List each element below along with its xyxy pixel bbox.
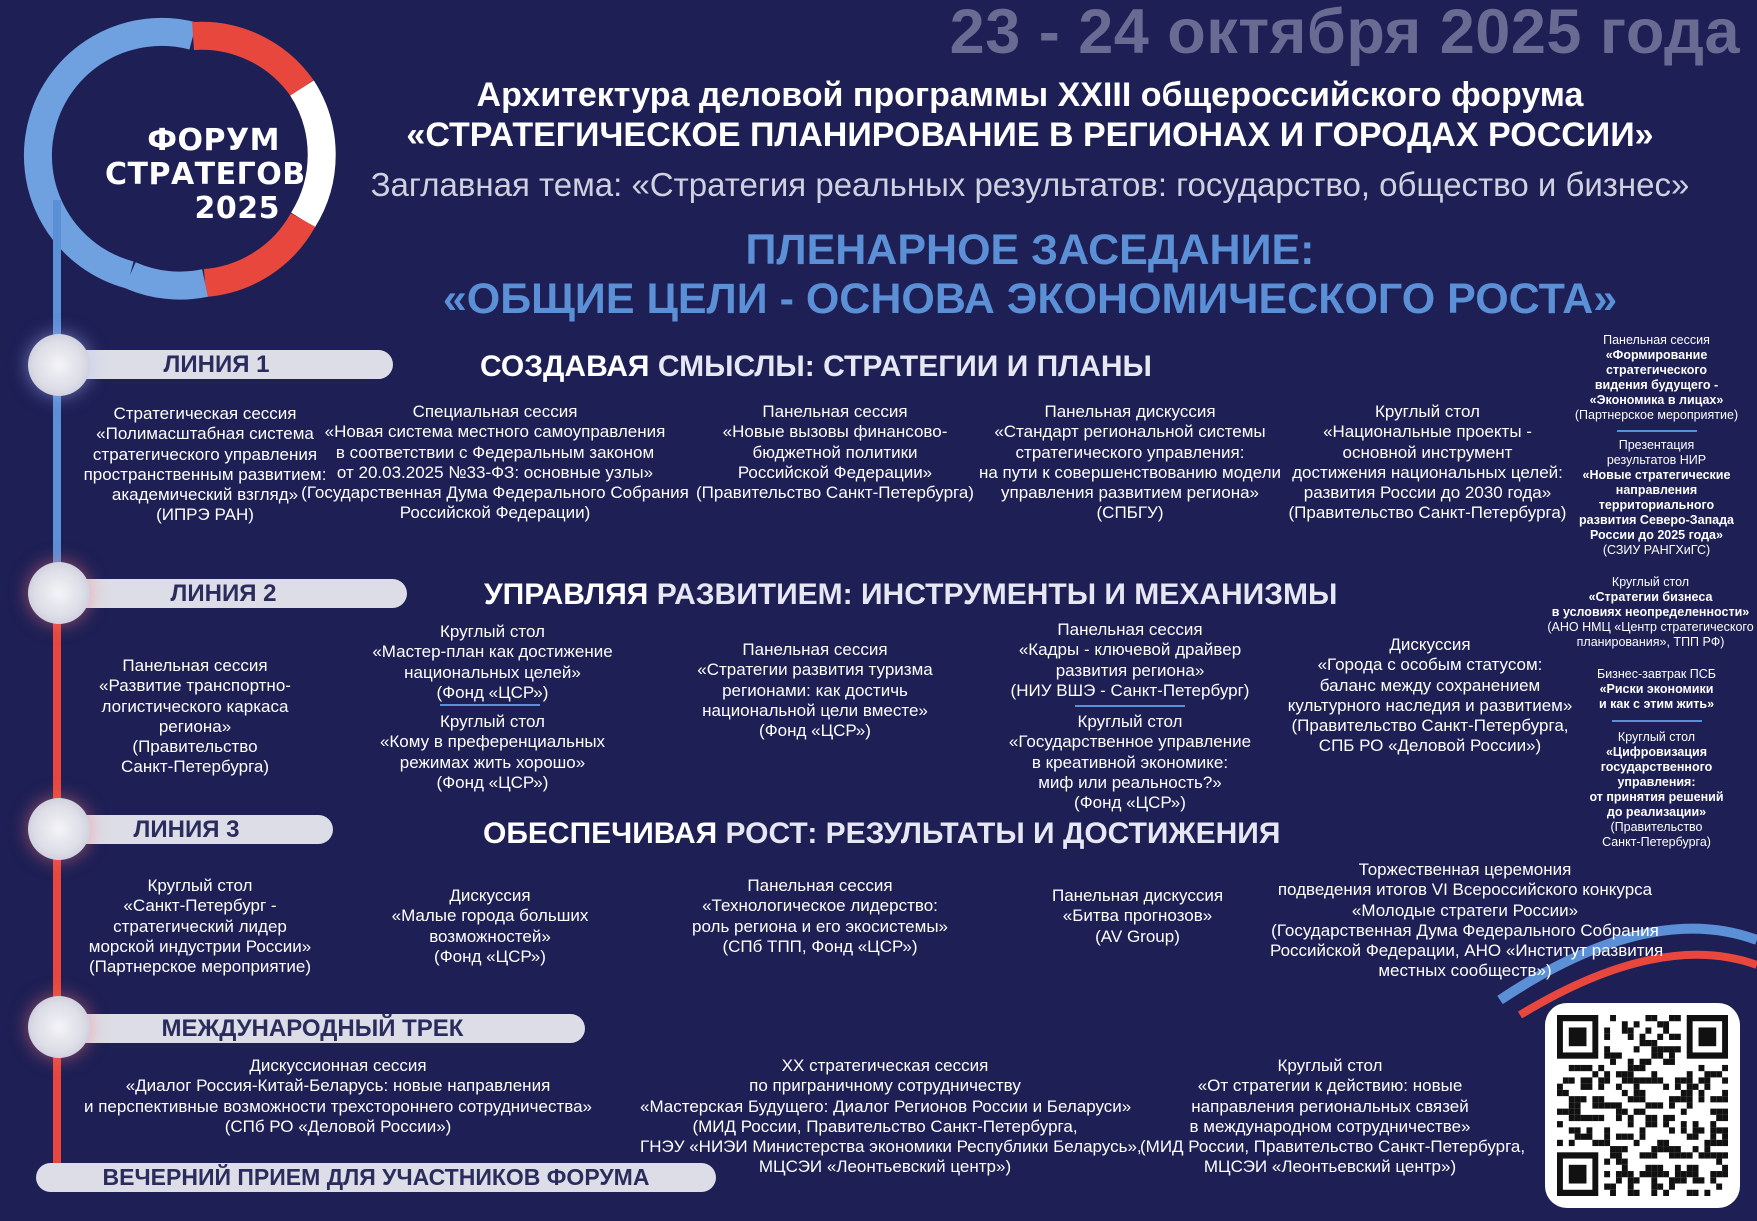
sidebar-event-5-org xyxy=(1574,820,1739,850)
sidebar-event-1-title xyxy=(1574,348,1739,408)
plenary-title: «ОБЩИЕ ЦЕЛИ - ОСНОВА ЭКОНОМИЧЕСКОГО РОСТА» xyxy=(442,275,1618,323)
line-1-item-2 xyxy=(300,402,690,524)
line-3-item-3-line-1: Панельная сессия xyxy=(747,876,893,895)
sidebar-event-4-type: Бизнес-завтрак ПСБ xyxy=(1596,667,1717,681)
line-1-item-1-line-1: Стратегическая сессия xyxy=(113,404,297,423)
line-2-separator xyxy=(440,704,540,706)
line-2-item-6-line-1: Круглый стол xyxy=(1077,712,1183,731)
line-2-item-3 xyxy=(350,712,635,793)
line-2-item-4-line-1: Панельная сессия xyxy=(742,640,888,659)
line-1-item-1-line-6: (ИПРЭ РАН) xyxy=(156,505,254,525)
line-3-marker xyxy=(28,798,90,860)
sidebar-event-1-title-line-3: видения будущего - xyxy=(1594,378,1719,392)
sidebar-event-4-title-line-2: и как с этим жить» xyxy=(1598,697,1715,711)
international-item-1-line-2: «Диалог Россия-Китай-Беларусь: новые направления xyxy=(125,1076,551,1096)
line-1-item-3-line-5: (Правительство Санкт-Петербурга) xyxy=(696,483,974,503)
line-2-item-1-line-6: Санкт-Петербурга) xyxy=(120,757,270,777)
line-2-item-1-line-3: логистического каркаса xyxy=(101,696,289,716)
sidebar-event-3-org-line-1: (АНО НМЦ «Центр стратегического xyxy=(1547,620,1754,634)
sidebar-event-5 xyxy=(1574,730,1739,850)
line-1-item-3-line-2: «Новые вызовы финансово- xyxy=(722,422,948,442)
line-1-item-4-line-5: управления развитием региона» xyxy=(1001,483,1259,503)
line-2-item-5 xyxy=(985,620,1275,701)
line-1-item-4-line-4: на пути к совершенствованию модели xyxy=(978,462,1282,482)
international-item-3-line-1: Круглый стол xyxy=(1277,1056,1383,1075)
line-3-item-3-line-2: «Технологическое лидерство: xyxy=(702,896,938,916)
logo-line-2: СТРАТЕГОВ xyxy=(105,157,306,192)
line-1-label: ЛИНИЯ 1 xyxy=(40,350,393,379)
international-item-3-line-4: в международном сотрудничестве» xyxy=(1189,1116,1471,1136)
sidebar-event-1 xyxy=(1574,333,1739,423)
line-2-title-rest: РАЗВИТИЕМ: ИНСТРУМЕНТЫ И МЕХАНИЗМЫ xyxy=(648,578,1338,611)
line-1-title-keyword: СОЗДАВАЯ xyxy=(480,350,650,383)
line-2-item-7-line-4: культурного наследия и развитием» xyxy=(1287,695,1573,715)
international-item-3-line-2: «От стратегии к действию: новые xyxy=(1197,1076,1463,1096)
sidebar-event-5-title-line-5: до реализации» xyxy=(1606,805,1707,819)
line-2-label: ЛИНИЯ 2 xyxy=(40,579,407,608)
line-1-item-3-line-4: Российской Федерации» xyxy=(737,462,933,482)
line-3-item-5 xyxy=(1270,860,1664,982)
line-3-item-3 xyxy=(675,876,965,957)
international-item-3-line-6: МЦСЭИ «Леонтьевский центр») xyxy=(1203,1157,1457,1177)
evening-reception-label: ВЕЧЕРНИЙ ПРИЕМ ДЛЯ УЧАСТНИКОВ ФОРУМА xyxy=(36,1163,716,1192)
sidebar-event-2-title-line-5: России до 2025 года» xyxy=(1590,528,1723,542)
line-2-item-1-line-1: Панельная сессия xyxy=(122,656,268,675)
line-1-item-3-line-3: бюджетной политики xyxy=(752,442,918,462)
line-1-item-3-line-1: Панельная сессия xyxy=(762,402,908,421)
line-2-item-5-line-4: (НИУ ВШЭ - Санкт-Петербург) xyxy=(1010,680,1250,700)
sidebar-event-1-org: (Партнерское мероприятие) xyxy=(1574,408,1739,422)
line-1-item-5-line-4: достижения национальных целей: xyxy=(1292,462,1563,482)
line-1-title xyxy=(480,350,1152,384)
international-item-3-line-5: (МИД России, Правительство Санкт-Петербурга, xyxy=(1140,1137,1526,1157)
line-2-item-6 xyxy=(985,712,1275,813)
sidebar-event-3-title-line-2: в условиях неопределенности» xyxy=(1551,605,1750,619)
sidebar-event-2-type-line-1: Презентация xyxy=(1618,438,1695,452)
sidebar-event-1-title-line-1: «Формирование xyxy=(1605,348,1708,362)
sidebar-event-4 xyxy=(1574,667,1739,712)
sidebar-event-1-title-line-2: стратегического xyxy=(1605,363,1708,377)
line-1-item-4-line-2: «Стандарт региональной системы xyxy=(994,422,1266,442)
international-item-1-line-4: (СПб РО «Деловой России») xyxy=(224,1116,452,1136)
international-item-2-line-4: (МИД России, Правительство Санкт-Петербурга, xyxy=(692,1116,1078,1136)
line-1-item-3 xyxy=(690,402,980,503)
sidebar-event-5-title-line-1: «Цифровизация xyxy=(1605,745,1707,759)
international-item-2-line-1: XX стратегическая сессия xyxy=(781,1056,989,1075)
line-2-item-1 xyxy=(60,656,330,778)
line-3-item-1-line-1: Круглый стол xyxy=(147,876,253,895)
international-item-2-line-6: МЦСЭИ «Леонтьевский центр») xyxy=(758,1157,1012,1177)
line-1-item-1-line-3: стратегического управления xyxy=(92,444,318,464)
international-item-3-line-3: направления региональных связей xyxy=(1191,1096,1469,1116)
line-1-item-5 xyxy=(1285,402,1570,524)
sidebar-event-2-title-line-4: развития Северо-Запада xyxy=(1579,513,1734,527)
line-1-item-5-line-2: «Национальные проекты - xyxy=(1323,422,1532,442)
line-1-item-2-line-2: «Новая система местного самоуправления xyxy=(324,422,666,442)
line-3-item-3-line-4: (СПб ТПП, Фонд «ЦСР») xyxy=(722,936,918,956)
line-3-item-2 xyxy=(355,886,625,967)
line-1-item-5-line-1: Круглый стол xyxy=(1375,402,1480,421)
line-2-item-2-line-4: (Фонд «ЦСР») xyxy=(436,682,549,702)
plenary-heading: ПЛЕНАРНОЕ ЗАСЕДАНИЕ: xyxy=(745,226,1315,274)
international-item-1 xyxy=(78,1056,598,1137)
line-2-item-1-line-4: региона» xyxy=(158,716,232,736)
line-2-item-1-line-2: «Развитие транспортно- xyxy=(99,676,291,696)
line-1-item-2-line-6: Российской Федерации) xyxy=(399,503,591,523)
line-2-item-5-line-2: «Кадры - ключевой драйвер xyxy=(1018,640,1242,660)
sidebar-separator-2 xyxy=(1612,720,1702,722)
line-1-item-1-line-2: «Полимасштабная система xyxy=(96,424,314,444)
international-track-marker xyxy=(28,996,90,1058)
sidebar-event-3-title xyxy=(1544,590,1757,620)
sidebar-event-2-title-line-1: «Новые стратегические xyxy=(1582,468,1731,482)
line-3-item-1-line-4: морской индустрии России» xyxy=(88,936,312,956)
line-3-title xyxy=(483,817,1280,851)
line-1-item-2-line-4: от 20.03.2025 №33-ФЗ: основные узлы» xyxy=(336,462,654,482)
sidebar-event-2-type-line-2: результатов НИР xyxy=(1606,453,1707,467)
line-3-item-2-line-4: (Фонд «ЦСР») xyxy=(434,946,546,966)
sidebar-event-4-title xyxy=(1574,682,1739,712)
line-2-item-6-line-3: в креативной экономике: xyxy=(1031,752,1229,772)
line-2-item-6-line-4: миф или реальность?» xyxy=(1038,772,1222,792)
line-2-item-2-line-2: «Мастер-план как достижение xyxy=(372,642,613,662)
forum-name: «СТРАТЕГИЧЕСКОЕ ПЛАНИРОВАНИЕ В РЕГИОНАХ И ГОРОДАХ РОССИИ» xyxy=(406,116,1654,154)
line-3-item-4-line-3: (AV Group) xyxy=(1095,926,1180,946)
line-2-item-3-line-4: (Фонд «ЦСР») xyxy=(436,772,549,792)
line-2-item-7-line-1: Дискуссия xyxy=(1389,635,1471,654)
line-1-item-2-line-3: в соответствии с Федеральным законом xyxy=(335,442,655,462)
line-1-item-2-line-1: Специальная сессия xyxy=(412,402,578,421)
international-item-2-line-5: ГНЭУ «НИЭИ Министерства экономики Республики Беларусь», xyxy=(640,1137,1142,1157)
line-1-marker xyxy=(28,334,90,396)
line-1-item-5-line-5: развития России до 2030 года» xyxy=(1303,483,1552,503)
line-3-item-5-line-1: Торжественная церемония xyxy=(1358,860,1572,879)
sidebar-event-3-type: Круглый стол xyxy=(1611,575,1690,589)
line-2-item-5-line-3: развития региона» xyxy=(1055,660,1205,680)
line-2-item-7-line-2: «Города с особым статусом: xyxy=(1317,655,1543,675)
sidebar-event-5-org-line-1: (Правительство xyxy=(1610,820,1703,834)
line-3-item-1-line-3: стратегический лидер xyxy=(113,916,287,936)
sidebar-event-5-title-line-2: государственного xyxy=(1600,760,1713,774)
sidebar-event-3-title-line-1: «Стратегии бизнеса xyxy=(1588,590,1713,604)
sidebar-event-3-org-line-2: планирования», ТПП РФ) xyxy=(1576,635,1725,649)
line-3-item-3-line-3: роль региона и его экосистемы» xyxy=(691,916,948,936)
line-1-item-4-line-1: Панельная дискуссия xyxy=(1044,402,1216,421)
sidebar-event-2-title-line-2: направления xyxy=(1615,483,1698,497)
line-2-item-6-line-5: (Фонд «ЦСР») xyxy=(1074,793,1186,813)
sidebar-event-2-org: (СЗИУ РАНГХиГС) xyxy=(1602,543,1711,557)
sidebar-event-1-type: Панельная сессия xyxy=(1603,333,1710,347)
line-1-item-4 xyxy=(975,402,1285,524)
line-2-item-4-line-5: (Фонд «ЦСР») xyxy=(759,721,871,741)
line-3-item-2-line-2: «Малые города больших xyxy=(391,906,589,926)
program-title: Архитектура деловой программы XXIII общероссийского форума xyxy=(476,76,1584,114)
line-3-item-2-line-1: Дискуссия xyxy=(449,886,531,905)
international-track-label: МЕЖДУНАРОДНЫЙ ТРЕК xyxy=(40,1014,585,1043)
sidebar-event-5-org-line-2: Санкт-Петербурга) xyxy=(1602,835,1711,849)
line-2-title-keyword: УПРАВЛЯЯ xyxy=(484,578,649,611)
line-1-item-2-line-5: (Государственная Дума Федерального Собрания xyxy=(301,483,689,503)
line-2-item-3-line-2: «Кому в преференциальных xyxy=(379,732,606,752)
line-3-item-5-line-4: (Государственная Дума Федерального Собрания xyxy=(1271,920,1659,940)
line-3-item-5-line-6: местных сообществ») xyxy=(1378,961,1552,981)
line-3-item-1-line-2: «Санкт-Петербург - xyxy=(123,896,277,916)
line-3-label: ЛИНИЯ 3 xyxy=(40,815,333,844)
international-item-2-line-3: «Мастерская Будущего: Диалог Регионов России и Беларуси» xyxy=(640,1096,1132,1116)
line-3-item-2-line-3: возможностей» xyxy=(429,926,551,946)
line-3-item-4-line-2: «Битва прогнозов» xyxy=(1062,906,1213,926)
sidebar-event-5-title xyxy=(1574,745,1739,820)
line-3-item-4 xyxy=(1000,886,1275,947)
line-2-item-2-line-1: Круглый стол xyxy=(440,622,545,641)
line-1-item-1-line-4: пространственным развитием: xyxy=(83,464,327,484)
line-2-item-7-line-3: баланс между сохранением xyxy=(1319,675,1541,695)
line-3-item-1-line-5: (Партнерское мероприятие) xyxy=(88,957,312,977)
line-3-title-rest: РОСТ: РЕЗУЛЬТАТЫ И ДОСТИЖЕНИЯ xyxy=(717,817,1281,850)
sidebar-event-5-title-line-4: от принятия решений xyxy=(1589,790,1724,804)
international-item-1-line-1: Дискуссионная сессия xyxy=(249,1056,427,1075)
sidebar-event-2-title-line-3: территориального xyxy=(1598,498,1715,512)
line-1-item-4-line-3: стратегического управления: xyxy=(1015,442,1245,462)
line-2-separator-2 xyxy=(1075,705,1185,707)
sidebar-separator-1 xyxy=(1617,430,1697,432)
line-1-item-1-line-5: академический взгляд» xyxy=(111,485,299,505)
logo-line-3: 2025 xyxy=(194,191,280,226)
line-1-item-4-line-6: (СПБГУ) xyxy=(1096,503,1164,523)
sidebar-event-2-type xyxy=(1574,438,1739,468)
qr-code-icon xyxy=(1557,1015,1728,1196)
line-2-item-5-line-1: Панельная сессия xyxy=(1057,620,1203,639)
sidebar-event-1-title-line-4: «Экономика в лицах» xyxy=(1589,393,1724,407)
sidebar-event-2 xyxy=(1574,438,1739,558)
sidebar-event-5-title-line-3: управления: xyxy=(1617,775,1696,789)
line-3-item-5-line-3: «Молодые стратеги России» xyxy=(1351,900,1579,920)
line-2-item-4-line-4: национальной цели вместе» xyxy=(702,700,928,720)
line-2-item-3-line-3: режимах жить хорошо» xyxy=(399,752,586,772)
line-3-item-5-line-2: подведения итогов VI Всероссийского конкурса xyxy=(1277,880,1653,900)
sidebar-event-3-org xyxy=(1544,620,1757,650)
line-2-item-7-line-5: (Правительство Санкт-Петербурга, xyxy=(1291,716,1569,736)
line-2-item-7-line-6: СПБ РО «Деловой России») xyxy=(1318,736,1542,756)
line-2-item-7 xyxy=(1285,635,1575,757)
line-3-item-1 xyxy=(60,876,340,977)
line-2-item-6-line-2: «Государственное управление xyxy=(1008,732,1252,752)
line-1-item-5-line-3: основной инструмент xyxy=(1342,442,1513,462)
sidebar-event-4-title-line-1: «Риски экономики xyxy=(1599,682,1714,696)
international-item-3 xyxy=(1140,1056,1526,1178)
logo-line-1: ФОРУМ xyxy=(147,123,280,158)
line-1-item-5-line-6: (Правительство Санкт-Петербурга) xyxy=(1288,503,1567,523)
line-3-title-keyword: ОБЕСПЕЧИВАЯ xyxy=(483,817,718,850)
line-3-item-5-line-5: Российской Федерации, АНО «Институт развития xyxy=(1270,941,1664,961)
line-2-item-2-line-3: национальных целей» xyxy=(404,662,581,682)
line-1-title-rest: СМЫСЛЫ: СТРАТЕГИИ И ПЛАНЫ xyxy=(649,350,1152,383)
international-item-2 xyxy=(640,1056,1142,1178)
forum-logo-text xyxy=(105,123,306,226)
sidebar-event-3 xyxy=(1544,575,1757,650)
event-date: 23 - 24 октября 2025 года xyxy=(949,0,1740,67)
line-2-item-1-line-5: (Правительство xyxy=(132,737,258,757)
sidebar-event-2-title xyxy=(1574,468,1739,543)
line-2-marker xyxy=(28,562,90,624)
sidebar-event-5-type: Круглый стол xyxy=(1617,730,1696,744)
qr-code[interactable] xyxy=(1545,1003,1740,1208)
main-theme: Заглавная тема: «Стратегия реальных результатов: государство, общество и бизнес» xyxy=(370,166,1690,203)
international-item-1-line-3: и перспективные возможности трехстороннего сотрудничества» xyxy=(83,1096,593,1116)
line-2-title xyxy=(484,578,1337,612)
line-2-item-4-line-3: регионами: как достичь xyxy=(722,680,908,700)
line-2-item-2 xyxy=(350,622,635,703)
international-item-2-line-2: по приграничному сотрудничеству xyxy=(749,1076,1021,1096)
line-2-item-4-line-2: «Стратегии развития туризма xyxy=(697,660,933,680)
line-2-item-3-line-1: Круглый стол xyxy=(440,712,545,731)
line-3-item-4-line-1: Панельная дискуссия xyxy=(1051,886,1224,905)
line-2-item-4 xyxy=(670,640,960,741)
